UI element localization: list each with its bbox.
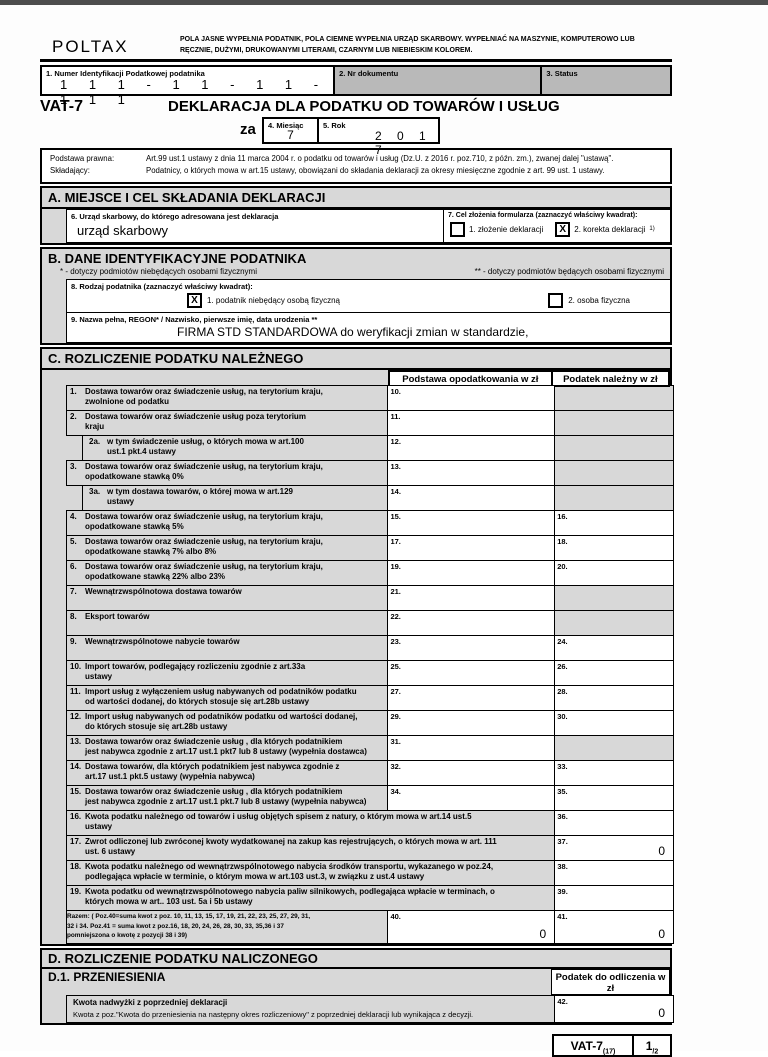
- masthead: [40, 31, 672, 57]
- nip-label: 1. Numer Identyfikacji Podatkowej podatnika: [46, 69, 205, 78]
- field-26[interactable]: [554, 661, 673, 685]
- month-cell: [264, 119, 319, 142]
- table-row: [66, 610, 674, 636]
- field-number: 27.: [390, 686, 401, 696]
- field-35[interactable]: [554, 786, 673, 810]
- row-label-cell: [67, 611, 387, 635]
- section-b-notes: [42, 266, 670, 279]
- field-blank: [554, 411, 673, 435]
- field-number: 38.: [557, 861, 568, 871]
- row-label-cell: [67, 711, 387, 735]
- row-label-cell: [67, 686, 387, 710]
- field-23[interactable]: [387, 636, 554, 660]
- field-number: 34.: [390, 786, 401, 796]
- row-label-cell: [67, 386, 387, 410]
- period-box: [262, 117, 440, 157]
- field-number: 11.: [390, 411, 401, 421]
- purpose-options: [444, 219, 670, 239]
- filers-row: [50, 165, 664, 177]
- purpose-option2-label: 2. korekta deklaracji: [574, 224, 646, 234]
- fill-instructions-line1: POLA JASNE WYPEŁNIA PODATNIK, POLA CIEMNE WYPEŁNIA URZĄD SKARBOWY. WYPEŁNIAĆ NA MASZYNIE, KOMPUTEROWO LUB: [180, 36, 635, 43]
- row-label-cell: [67, 411, 387, 435]
- field-27[interactable]: [387, 686, 554, 710]
- row-label-text: Kwota podatku należnego od towarów i usług objętych spisem z natury, o którym mowa w art.14 ust.5 ustawy: [85, 811, 472, 832]
- row-label-cell: [67, 836, 554, 860]
- field-value: 0: [658, 926, 665, 941]
- row-label-cell: [67, 586, 387, 610]
- status-label: 3. Status: [546, 69, 578, 78]
- section-c: [40, 347, 672, 946]
- row-number: 15.: [70, 786, 82, 796]
- field-42-number: 42.: [557, 996, 568, 1006]
- field-blank: [554, 736, 673, 760]
- type-option2-group: [548, 293, 630, 308]
- checkbox-korekta[interactable]: X: [555, 222, 570, 237]
- document-number-label: 2. Nr dokumentu: [339, 69, 399, 78]
- field-number: 32.: [390, 761, 401, 771]
- column-header-tax-base: Podstawa opodatkowania w zł: [388, 370, 553, 387]
- row-number: 6.: [70, 561, 77, 571]
- row-label-text: Razem: ( Poz.40=suma kwot z poz. 10, 11, 13, 15, 17, 19, 21, 22, 23, 25, 27, 29, 31, 32 i 34. Poz.41 = suma kwot z poz.16, 18, 20, 24, 26, 28, 30, 33, 35,36 i 37 pomniejszona o kwotę z pozycji 38 i 39): [67, 912, 311, 940]
- purpose-footnote: 1): [649, 226, 655, 233]
- filers-label: Składający:: [50, 166, 90, 176]
- field-11[interactable]: [387, 411, 554, 435]
- field-42-value: 0: [658, 1005, 665, 1020]
- field-blank: [554, 486, 673, 510]
- row-number: 1.: [70, 386, 77, 396]
- field-number: 25.: [390, 661, 401, 671]
- type-option1-label: 1. podatnik niebędący osobą fizyczną: [207, 295, 340, 305]
- header-rule: [40, 59, 672, 62]
- field-19[interactable]: [387, 561, 554, 585]
- row-label-text: Import usług nabywanych od podatników podatku od wartości dodanej, do których stosuje się art.28b ustawy: [85, 711, 358, 732]
- purpose-cell: [444, 210, 670, 242]
- field-number: 20.: [557, 561, 568, 571]
- za-label: za: [240, 121, 256, 138]
- purpose-option1-label: 1. złożenie deklaracji: [469, 224, 544, 234]
- field-number: 30.: [557, 711, 568, 721]
- table-row: [66, 835, 674, 861]
- table-row: [66, 535, 674, 561]
- document-number-cell[interactable]: [333, 67, 540, 94]
- field-blank: [554, 611, 673, 635]
- row-label-text: Dostawa towarów oraz świadczenie usług, na terytorium kraju, opodatkowane stawką 5%: [85, 511, 323, 532]
- field-41[interactable]: [554, 911, 673, 943]
- field-number: 28.: [557, 686, 568, 696]
- month-label: 4. Miesiąc: [268, 121, 304, 130]
- row-number: 9.: [70, 636, 77, 646]
- month-input[interactable]: 7: [287, 128, 294, 142]
- row-label-text: Dostawa towarów oraz świadczenie usług, na terytorium kraju, opodatkowane stawką 0%: [85, 461, 323, 482]
- row-number: 12.: [70, 711, 82, 721]
- legal-basis-text: Art.99 ust.1 ustawy z dnia 11 marca 2004 r. o podatku od towarów i usług (Dz.U. z 2016 r. poz.710, z późn. zm.), zwanej dalej "ustawą".: [146, 154, 614, 163]
- field-33[interactable]: [554, 761, 673, 785]
- note-asterisk: * - dotyczy podmiotów niebędących osobami fizycznymi: [60, 266, 257, 276]
- row-number: 3a.: [89, 486, 101, 496]
- row-label-text: Dostawa towarów oraz świadczenie usług, na terytorium kraju, opodatkowane stawką 22% albo 23%: [85, 561, 323, 582]
- field-number: 16.: [557, 511, 568, 521]
- page-title: DEKLARACJA DLA PODATKU OD TOWARÓW I USŁUG: [168, 98, 560, 115]
- field-value: 0: [539, 926, 547, 941]
- field-number: 13.: [390, 461, 401, 471]
- row-label-text: w tym świadczenie usług, o których mowa w art.100 ust.1 pkt.4 ustawy: [107, 436, 304, 457]
- row-label-cell: [67, 761, 387, 785]
- footer-form-code-text: VAT-7: [570, 1038, 603, 1053]
- row-label-text: w tym dostawa towarów, o której mowa w art.129 ustawy: [107, 486, 293, 507]
- row-number: 3.: [70, 461, 77, 471]
- section-a-title: A. MIEJSCE I CEL SKŁADANIA DEKLARACJI: [42, 188, 670, 209]
- taxpayer-type-options: [67, 291, 670, 312]
- column-header-tax-due: Podatek należny w zł: [553, 370, 670, 387]
- field-number: 14.: [390, 486, 401, 496]
- footer-page-current: 1: [645, 1038, 653, 1053]
- row-label-text: Kwota podatku od wewnątrzwspólnotowego nabycia paliw silnikowych, podlegająca wpłacie w terminach, o których mowa w art.. 103 ust. 5a i 5b ustawy: [85, 886, 495, 907]
- section-b: [40, 247, 672, 345]
- row-label-text: Eksport towarów: [85, 611, 150, 621]
- field-number: 18.: [557, 536, 568, 546]
- field-number: 35.: [557, 786, 568, 796]
- section-d1-header-row: [42, 969, 670, 995]
- field-42[interactable]: [554, 996, 673, 1022]
- note-double-asterisk: ** - dotyczy podmiotów będących osobami fizycznymi: [474, 266, 664, 276]
- row-number: 16.: [70, 811, 82, 821]
- field-34[interactable]: [387, 786, 554, 810]
- row-number: 14.: [70, 761, 82, 771]
- row-label-cell: [67, 886, 554, 910]
- field-value: 0: [658, 843, 665, 858]
- field-number: 22.: [390, 611, 401, 621]
- carryover-sublabel: Kwota z poz."Kwota do przeniesienia na następny okres rozliczeniowy" z poprzedniej deklaracji lub wynikająca z decyzji.: [73, 1009, 474, 1019]
- fill-instructions-line2: RĘCZNIE, DUŻYMI, DRUKOWANYMI LITERAMI, CZARNYM LUB NIEBIESKIM KOLOREM.: [180, 46, 473, 54]
- row-number: 13.: [70, 736, 82, 746]
- field-blank: [554, 586, 673, 610]
- footer-form-code: [554, 1036, 632, 1055]
- row-label-cell: [67, 661, 387, 685]
- field-15[interactable]: [387, 511, 554, 535]
- field-number: 24.: [557, 636, 568, 646]
- field-18[interactable]: [554, 536, 673, 560]
- tax-office-cell: [67, 210, 444, 242]
- carryover-label-cell: [67, 996, 554, 1022]
- row-label-cell: [83, 486, 387, 510]
- field-blank: [554, 386, 673, 410]
- field-number: 19.: [390, 561, 401, 571]
- table-row: [66, 785, 674, 811]
- field-16[interactable]: [554, 511, 673, 535]
- row-number: 19.: [70, 886, 82, 896]
- table-row: [66, 660, 674, 686]
- column-header-tax-deductible: Podatek do odliczenia w zł: [551, 969, 670, 995]
- taxpayer-type-label: 8. Rodzaj podatnika (zaznaczyć właściwy kwadrat):: [71, 281, 253, 291]
- row-label-text: Dostawa towarów oraz świadczenie usług , dla których podatnikiem jest nabywca zgodnie z art.17 ust.1 pkt.7 lub 8 ustawy (wypełnia nabywca): [85, 786, 367, 807]
- field-31[interactable]: [387, 736, 554, 760]
- field-29[interactable]: [387, 711, 554, 735]
- type-option2-label: 2. osoba fizyczna: [568, 295, 630, 305]
- table-row: [82, 485, 674, 511]
- row-number: 8.: [70, 611, 77, 621]
- section-d: [40, 948, 672, 1025]
- purpose-label: 7. Cel złożenia formularza (zaznaczyć właściwy kwadrat):: [448, 211, 638, 219]
- field-22[interactable]: [387, 611, 554, 635]
- field-number: 36.: [557, 811, 568, 821]
- row-label-cell: [67, 911, 387, 943]
- row-label-cell: [67, 861, 554, 885]
- section-b-title: B. DANE IDENTYFIKACYJNE PODATNIKA: [48, 250, 307, 266]
- field-blank: [554, 461, 673, 485]
- field-number: 15.: [390, 511, 401, 521]
- row-number: 18.: [70, 861, 82, 871]
- section-c-column-headers: [388, 370, 670, 387]
- field-number: 41.: [557, 911, 568, 921]
- row-number: 11.: [70, 686, 81, 696]
- row-label-cell: [67, 736, 387, 760]
- table-row: [66, 410, 674, 436]
- page-footer-box: [552, 1034, 672, 1057]
- table-row: [66, 510, 674, 536]
- field-12[interactable]: [387, 436, 554, 460]
- footer-page-total: /2: [652, 1048, 659, 1056]
- checkbox-zlozenie[interactable]: [450, 222, 465, 237]
- taxpayer-type-box: [66, 279, 670, 313]
- table-row: [66, 685, 674, 711]
- field-blank: [554, 436, 673, 460]
- carryover-row: [66, 995, 674, 1023]
- nip-input[interactable]: 1 1 1 - 1 1 - 1 1 - 1 1 1: [60, 77, 328, 107]
- row-number: 10.: [70, 661, 82, 671]
- section-a: [40, 186, 672, 245]
- table-row: [66, 810, 674, 836]
- row-number: 17.: [70, 836, 82, 846]
- row-label-text: Import usług z wyłączeniem usług nabywanych od podatników podatku od wartości dodanej, do których stosuje się art.28b ustawy: [85, 686, 357, 707]
- period-row: [40, 117, 672, 157]
- row-label-text: Dostawa towarów oraz świadczenie usług , dla których podatnikiem jest nabywca zgodnie z art.17 ust.1 pkt7 lub 8 ustawy (wypełnia dostawca): [85, 736, 367, 757]
- table-row: [82, 435, 674, 461]
- year-cell: [319, 119, 438, 157]
- checkbox-natural-person[interactable]: [548, 293, 563, 308]
- row-number: 2.: [70, 411, 77, 421]
- field-20[interactable]: [554, 561, 673, 585]
- status-cell[interactable]: [540, 67, 670, 94]
- table-row: [66, 460, 674, 486]
- footer-form-version: (17): [602, 1048, 616, 1056]
- field-38[interactable]: [554, 861, 673, 885]
- row-label-cell: [67, 561, 387, 585]
- row-label-cell: [67, 811, 554, 835]
- field-25[interactable]: [387, 661, 554, 685]
- row-number: 4.: [70, 511, 77, 521]
- field-number: 39.: [557, 886, 568, 896]
- taxpayer-name-box: [66, 313, 670, 343]
- row-label-text: Kwota podatku należnego od wewnątrzwspólnotowego nabycia środków transportu, wykazanego w poz.24, podlegająca wpłacie w terminie, o którym mowa w art.103 ust.3, w związku z ust.4 ustawy: [85, 861, 494, 882]
- table-row: [66, 735, 674, 761]
- row-label-text: Zwrot odliczonej lub zwróconej kwoty wydatkowanej na zakup kas rejestrujących, o których mowa w art. 111 ust. 6 ustawy: [85, 836, 497, 857]
- field-number: 23.: [390, 636, 401, 646]
- row-label-cell: [67, 461, 387, 485]
- field-40[interactable]: [387, 911, 554, 943]
- field-39[interactable]: [554, 886, 673, 910]
- row-label-cell: [67, 511, 387, 535]
- footer-page-number: [632, 1036, 670, 1055]
- tax-office-label: 6. Urząd skarbowy, do którego adresowana jest deklaracja: [71, 211, 279, 221]
- checkbox-not-natural-person[interactable]: X: [187, 293, 202, 308]
- taxpayer-name-input[interactable]: FIRMA STD STANDARDOWA do weryfikacji zmian w standardzie,: [177, 324, 529, 339]
- taxpayer-name-label: 9. Nazwa pełna, REGON* / Nazwisko, pierwsze imię, data urodzenia **: [71, 314, 318, 324]
- section-c-title: C. ROZLICZENIE PODATKU NALEŻNEGO: [42, 349, 670, 370]
- field-number: 33.: [557, 761, 568, 771]
- table-row: [66, 635, 674, 661]
- field-37[interactable]: [554, 836, 673, 860]
- field-number: 10.: [390, 386, 401, 396]
- row-number: 5.: [70, 536, 77, 546]
- field-number: 29.: [390, 711, 401, 721]
- form-body: [40, 31, 672, 1057]
- field-number: 12.: [390, 436, 401, 446]
- field-number: 26.: [557, 661, 568, 671]
- row-label-text: Dostawa towarów oraz świadczenie usług poza terytorium kraju: [85, 411, 306, 432]
- table-row: [66, 760, 674, 786]
- field-30[interactable]: [554, 711, 673, 735]
- filers-text: Podatnicy, o których mowa w art.15 ustawy, obowiązani do składania deklaracji za okresy miesięczne zgodnie z art. 99 ust. 1 ustawy.: [146, 166, 605, 176]
- row-label-text: Dostawa towarów oraz świadczenie usług, na terytorium kraju, opodatkowane stawką 7% albo 8%: [85, 536, 323, 557]
- form-code: VAT-7: [40, 98, 83, 115]
- year-input[interactable]: 2 0 1 7: [375, 129, 432, 157]
- row-label-text: Dostawa towarów oraz świadczenie usług, na terytorium kraju, zwolnione od podatku: [85, 386, 323, 407]
- section-d-title: D. ROZLICZENIE PODATKU NALICZONEGO: [42, 950, 670, 969]
- row-label-cell: [67, 786, 387, 810]
- section-d1-title: D.1. PRZENIESIENIA: [48, 969, 166, 984]
- table-row: [66, 860, 674, 886]
- carryover-label: Kwota nadwyżki z poprzedniej deklaracji: [73, 997, 228, 1007]
- year-label: 5. Rok: [323, 121, 346, 130]
- table-row: [66, 385, 674, 411]
- top-dark-bar: [0, 0, 768, 5]
- table-row: [66, 560, 674, 586]
- row-label-cell: [67, 536, 387, 560]
- field-24[interactable]: [554, 636, 673, 660]
- field-36[interactable]: [554, 811, 673, 835]
- row-number: 2a.: [89, 436, 101, 446]
- field-10[interactable]: [387, 386, 554, 410]
- legal-basis-label: Podstawa prawna:: [50, 154, 115, 163]
- field-number: 37.: [557, 836, 568, 846]
- row-label-cell: [67, 636, 387, 660]
- row-label-text: Dostawa towarów, dla których podatnikiem jest nabywca zgodnie z art.17 ust.1 pkt.5 ustawy (wypełnia nabywca): [85, 761, 340, 782]
- field-number: 21.: [390, 586, 401, 596]
- row-label-text: Wewnątrzwspólnotowe nabycie towarów: [85, 636, 240, 646]
- table-row: [66, 710, 674, 736]
- field-21[interactable]: [387, 586, 554, 610]
- table-row: [66, 910, 674, 944]
- row-number: 7.: [70, 586, 77, 596]
- field-number: 17.: [390, 536, 401, 546]
- row-label-text: Wewnątrzwspólnotowa dostawa towarów: [85, 586, 242, 596]
- field-32[interactable]: [387, 761, 554, 785]
- field-number: 31.: [390, 736, 401, 746]
- table-row: [66, 585, 674, 611]
- section-c-rows: [66, 385, 670, 944]
- field-17[interactable]: [387, 536, 554, 560]
- table-row: [66, 885, 674, 911]
- section-a-content: [66, 209, 670, 243]
- field-13[interactable]: [387, 461, 554, 485]
- field-14[interactable]: [387, 486, 554, 510]
- row-label-text: Import towarów, podlegający rozliczeniu zgodnie z art.33a ustawy: [85, 661, 306, 682]
- field-number: 40.: [390, 911, 401, 921]
- fill-instructions: [180, 31, 660, 57]
- tax-office-input[interactable]: urząd skarbowy: [77, 222, 169, 238]
- field-28[interactable]: [554, 686, 673, 710]
- row-label-cell: [83, 436, 387, 460]
- poltax-logo: POLTAX: [52, 37, 129, 56]
